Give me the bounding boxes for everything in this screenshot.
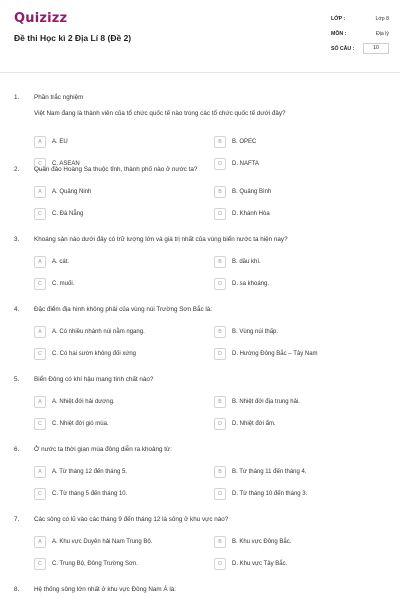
option-letter: B <box>214 536 226 548</box>
option-text: A. Nhiệt đới hải dương. <box>52 399 115 405</box>
option-a[interactable] <box>34 136 68 148</box>
option-c[interactable] <box>34 208 83 220</box>
option-text: C. Từ tháng 5 đến tháng 10. <box>52 491 128 497</box>
option-letter: D <box>214 418 226 430</box>
option-text: C. Trung Bộ, Đông Trường Sơn. <box>52 561 138 567</box>
option-text: B. Nhiệt đới địa trung hải. <box>232 399 300 405</box>
meta-label: MÔN : <box>331 30 347 37</box>
option-text: C. Đà Nẵng <box>52 211 84 217</box>
option-letter: C <box>34 418 46 430</box>
option-letter: A <box>34 536 46 548</box>
question-text: Việt Nam đang là thành viên của tổ chức quốc tế nào trong các tổ chức quốc tế dưới đây? <box>34 110 286 117</box>
question-number: 6. <box>14 446 20 453</box>
option-letter: D <box>214 208 226 220</box>
option-c[interactable] <box>34 348 136 360</box>
question-number: 2. <box>14 166 20 173</box>
option-b[interactable] <box>214 136 256 148</box>
option-c[interactable] <box>34 418 109 430</box>
question-text: Biển Đông có khí hậu mang tính chất nào? <box>34 376 154 383</box>
question-number: 5. <box>14 376 20 383</box>
option-b[interactable] <box>214 326 278 338</box>
option-letter: A <box>34 186 46 198</box>
option-letter: C <box>34 278 46 290</box>
option-b[interactable] <box>214 536 291 548</box>
option-text: D. Khánh Hòa <box>232 211 270 217</box>
option-letter: B <box>214 256 226 268</box>
option-c[interactable] <box>34 488 127 500</box>
option-d[interactable] <box>214 488 307 500</box>
option-d[interactable] <box>214 558 287 570</box>
option-d[interactable] <box>214 348 318 360</box>
option-letter: A <box>34 326 46 338</box>
option-letter: A <box>34 466 46 478</box>
meta-value: Lớp 8 <box>375 15 389 22</box>
option-text: D. Hướng Đông Bắc – Tây Nam <box>232 351 318 357</box>
option-d[interactable] <box>214 278 269 290</box>
meta-class <box>331 12 389 25</box>
question-text: Các sông có lũ vào các tháng 9 đến tháng 12 là sông ở khu vực nào? <box>34 516 229 523</box>
option-a[interactable] <box>34 326 145 338</box>
option-letter: B <box>214 466 226 478</box>
question-number: 7. <box>14 516 20 523</box>
option-letter: D <box>214 158 226 170</box>
option-letter: D <box>214 278 226 290</box>
option-text: B. Quảng Bình <box>232 189 272 195</box>
worksheet-meta <box>331 12 389 57</box>
option-letter: B <box>214 186 226 198</box>
option-c[interactable] <box>34 558 138 570</box>
option-text: C. Có hai sườn không đối xứng <box>52 351 137 357</box>
option-text: A. Có nhiều nhánh núi nằm ngang. <box>52 329 145 335</box>
option-text: B. Vùng núi thấp. <box>232 329 279 335</box>
option-letter: D <box>214 558 226 570</box>
meta-label: LỚP : <box>331 15 346 22</box>
option-b[interactable] <box>214 396 300 408</box>
option-text: D. NAFTA <box>232 161 259 167</box>
question-text: Khoáng sản nào dưới đây có trữ lượng lớn và giá trị nhất của vùng biển nước ta hiện nay? <box>34 236 288 243</box>
option-b[interactable] <box>214 186 271 198</box>
option-text: A. cát. <box>52 259 70 265</box>
option-letter: A <box>34 136 46 148</box>
section-heading: Phần trắc nghiệm <box>34 94 84 101</box>
option-a[interactable] <box>34 256 69 268</box>
option-d[interactable] <box>214 158 259 170</box>
question-number: 8. <box>14 586 20 593</box>
option-letter: D <box>214 488 226 500</box>
option-text: A. Từ tháng 12 đến tháng 5. <box>52 469 127 475</box>
option-letter: A <box>34 396 46 408</box>
question-text: Đặc điểm địa hình không phải của vùng núi Trường Sơn Bắc là: <box>34 306 213 313</box>
question-text: Quần đảo Hoàng Sa thuộc tỉnh, thành phố nào ở nước ta? <box>34 166 198 173</box>
option-letter: B <box>214 136 226 148</box>
header-divider <box>0 72 400 73</box>
option-b[interactable] <box>214 256 261 268</box>
option-d[interactable] <box>214 418 276 430</box>
option-letter: C <box>34 488 46 500</box>
question-number: 4. <box>14 306 20 313</box>
page-title: Đề thi Học kì 2 Địa Lí 8 (Đề 2) <box>14 33 132 43</box>
option-letter: A <box>34 256 46 268</box>
meta-value: 10 <box>363 43 389 54</box>
option-letter: C <box>34 208 46 220</box>
option-text: A. Quảng Ninh <box>52 189 92 195</box>
option-c[interactable] <box>34 278 74 290</box>
meta-value: Địa lý <box>376 30 389 37</box>
option-a[interactable] <box>34 186 91 198</box>
option-d[interactable] <box>214 208 270 220</box>
option-letter: B <box>214 326 226 338</box>
option-text: B. Từ tháng 11 đến tháng 4. <box>232 469 307 475</box>
option-text: D. sa khoáng. <box>232 281 270 287</box>
option-text: C. muối. <box>52 281 75 287</box>
option-text: D. Từ tháng 10 đến tháng 3. <box>232 491 308 497</box>
option-letter: D <box>214 348 226 360</box>
option-letter: C <box>34 348 46 360</box>
option-a[interactable] <box>34 396 115 408</box>
question-text: Ở nước ta thời gian mùa đông diễn ra khoảng từ: <box>34 446 172 453</box>
question-number: 3. <box>14 236 20 243</box>
option-text: D. Khu vực Tây Bắc. <box>232 561 288 567</box>
quizizz-logo: Quizizz <box>14 11 68 26</box>
option-a[interactable] <box>34 466 127 478</box>
option-a[interactable] <box>34 536 152 548</box>
option-b[interactable] <box>214 466 307 478</box>
meta-label: SỐ CÂU : <box>331 45 355 52</box>
option-text: A. EU <box>52 139 68 145</box>
meta-question-count <box>331 42 389 55</box>
option-letter: C <box>34 158 46 170</box>
option-text: D. Nhiệt đới ẩm. <box>232 421 276 427</box>
option-text: C. Nhiệt đới gió mùa. <box>52 421 109 427</box>
question-text: Hệ thống sông lớn nhất ở khu vực Đông Nam Á là: <box>34 586 176 593</box>
option-text: C. ASEAN <box>52 161 80 167</box>
option-letter: B <box>214 396 226 408</box>
option-text: B. OPEC <box>232 139 257 145</box>
worksheet-header <box>0 0 400 66</box>
option-text: A. Khu vực Duyên hải Nam Trung Bộ. <box>52 539 153 545</box>
option-letter: C <box>34 558 46 570</box>
question-number: 1. <box>14 94 20 101</box>
option-text: B. Khu vực Đông Bắc. <box>232 539 292 545</box>
meta-subject <box>331 27 389 40</box>
option-text: B. dầu khí. <box>232 259 261 265</box>
